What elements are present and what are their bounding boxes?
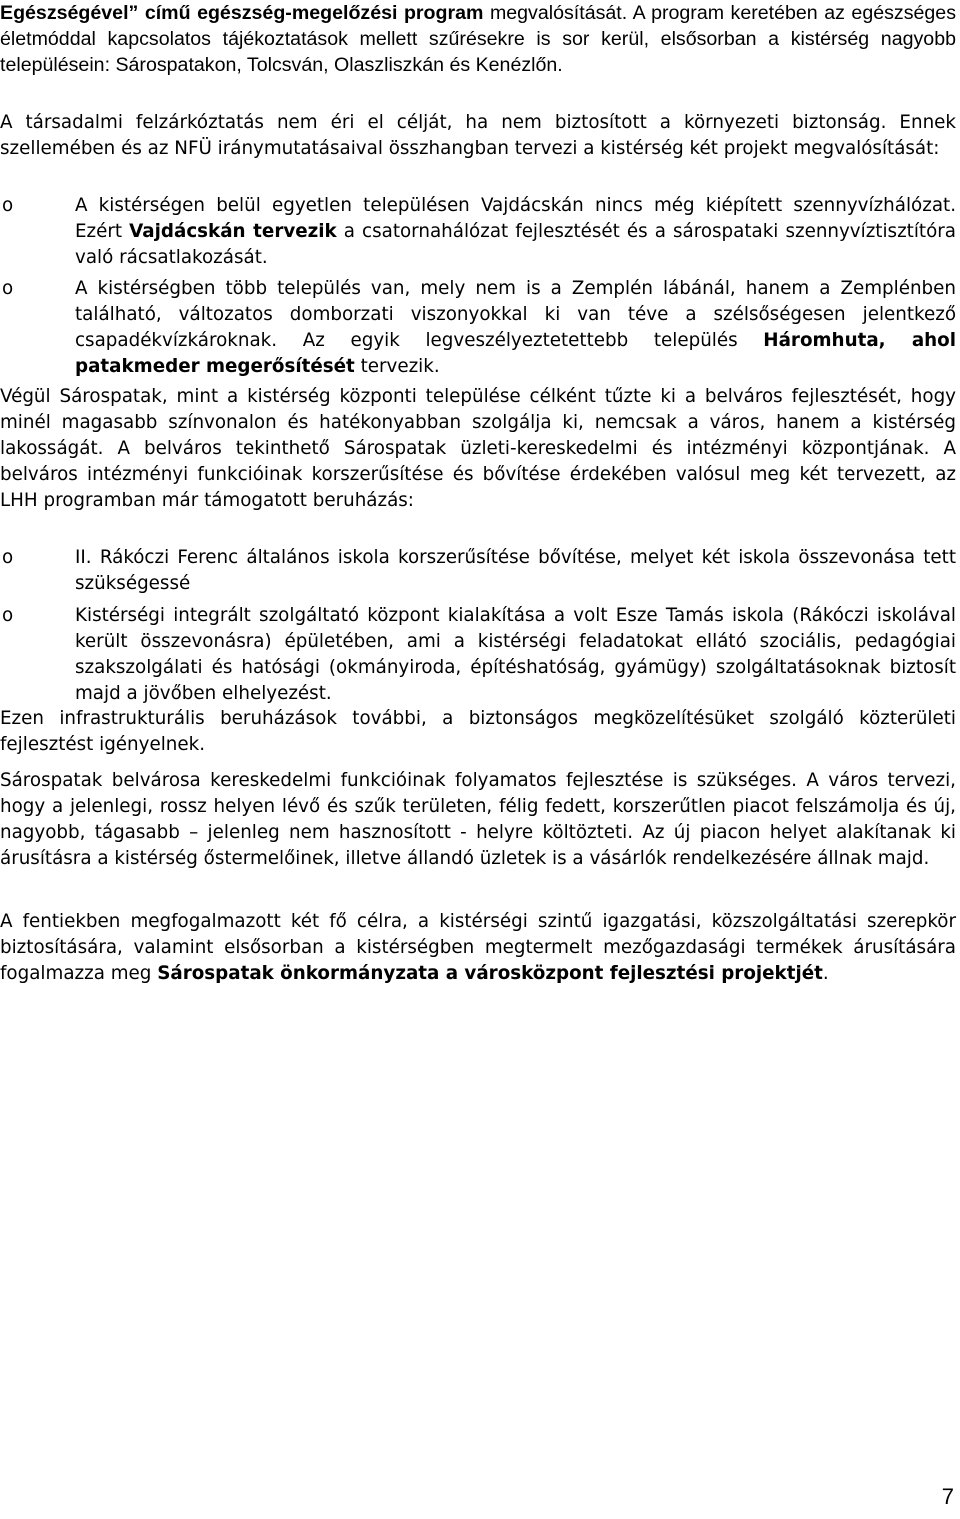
list-item-text: Kistérségi integrált szolgáltató központ kialakítása a volt Esze Tamás iskola (Rákóczi iskolával került összevonásra) épületében, ami a kistérségi feladatokat ellátó szociális, pedagógiai szakszolgálati és hatósági (okmányiroda, építéshatóság, gyámügy) szolgáltatásoknak biztosít majd a jövőben elhelyezést. (75, 605, 956, 704)
paragraph-downtown-development (0, 384, 956, 514)
bullet-marker: o (2, 195, 14, 216)
market-relocation-text: Sárospatak belvárosa kereskedelmi funkcióinak folyamatos fejlesztése is szükséges. A város tervezi, hogy a jelenlegi, rossz helyen lévő és szűk területen, félig fedett, korszerűtlen piacot felszámolja és új, nagyobb, tágasabb – jelenleg nem hasznosított - helyre költözteti. Az új piacon helyet alakítanak ki árusításra a kistérség őstermelőinek, illetve állandó üzletek is a vásárlók rendelkezésére állnak majd. (0, 770, 956, 869)
bold-span: Vajdácskán tervezik (129, 221, 337, 242)
paragraph-infrastructure (0, 706, 956, 758)
page-number: 7 (941, 1484, 954, 1509)
text-span: a csatornahálózat fejlesztését és a sárospataki szennyvíztisztítóra való rácsatlakozását. (75, 221, 956, 268)
text-span: . (822, 963, 829, 984)
paragraph-program-intro (0, 0, 956, 78)
bold-span: Háromhuta, ahol patakmeder megerősítését (75, 330, 956, 377)
list-item-text (75, 276, 956, 380)
paragraph-market-relocation (0, 768, 956, 872)
bullet-marker: o (2, 278, 14, 299)
text-span: A kistérségen belül egyetlen településen Vajdácskán nincs még kiépített szennyvízhálózat. Ezért (75, 195, 956, 242)
program-title-bold: Egészségével” című egészség-megelőzési program (0, 2, 484, 24)
downtown-development-text: Végül Sárospatak, mint a kistérség központi települése célként tűzte ki a belváros fejlesztését, hogy minél magasabb színvonalon és hatékonyabban szolgálja ki, nemcsak a város, hanem a kistérség lakosságát. A belváros tekinthető Sárospatak üzleti-kereskedelmi és intézményi központjának. A belváros intézményi funkcióinak korszerűsítése és bővítése érdekében valósul meg két tervezett, az LHH programban már támogatott beruházás: (0, 386, 956, 511)
paragraph-project-summary (0, 909, 956, 987)
infrastructure-text: Ezen infrastrukturális beruházások további, a biztonságos megközelítésüket szolgáló közterületi fejlesztést igényelnek. (0, 708, 956, 755)
program-intro-text: megvalósítását. A program keretében az egészséges életmóddal kapcsolatos tájékoztatások mellett szűrésekre is sor kerül, elsősorban a kistérség nagyobb településein: Sárospatakon, Tolcsván, Olaszliszkán és Kenézlőn. (0, 2, 956, 76)
text-span: A fentiekben megfogalmazott két fő célra, a kistérségi szintű igazgatási, közszolgáltatási szerepkör biztosítására, valamint elsősorban a kistérségben megtermelt mezőgazdasági termékek árusítására fogalmazza meg (0, 911, 956, 984)
bullet-marker: o (2, 547, 14, 568)
paragraph-environmental-safety (0, 110, 956, 162)
text-span: tervezik. (354, 356, 440, 377)
text-span: A kistérségben több település van, mely nem is a Zemplén lábánál, hanem a Zemplénben található, változatos domborzati viszonyokkal ki van téve a szélsőségesen jelentkező csapadékvízkároknak. Az egyik legveszélyeztetettebb település (75, 278, 956, 351)
list-item-text (75, 193, 956, 271)
environmental-safety-text: A társadalmi felzárkóztatás nem éri el célját, ha nem biztosított a környezeti biztonság. Ennek szellemében és az NFÜ iránymutatásaival összhangban tervezi a kistérség két projekt megvalósítását: (0, 112, 956, 159)
list-item-text: II. Rákóczi Ferenc általános iskola korszerűsítése bővítése, melyet két iskola összevonása tett szükségessé (75, 547, 956, 594)
project-name-bold: Sárospatak önkormányzata a városközpont fejlesztési projektjét (157, 963, 823, 984)
bullet-marker: o (2, 605, 14, 626)
